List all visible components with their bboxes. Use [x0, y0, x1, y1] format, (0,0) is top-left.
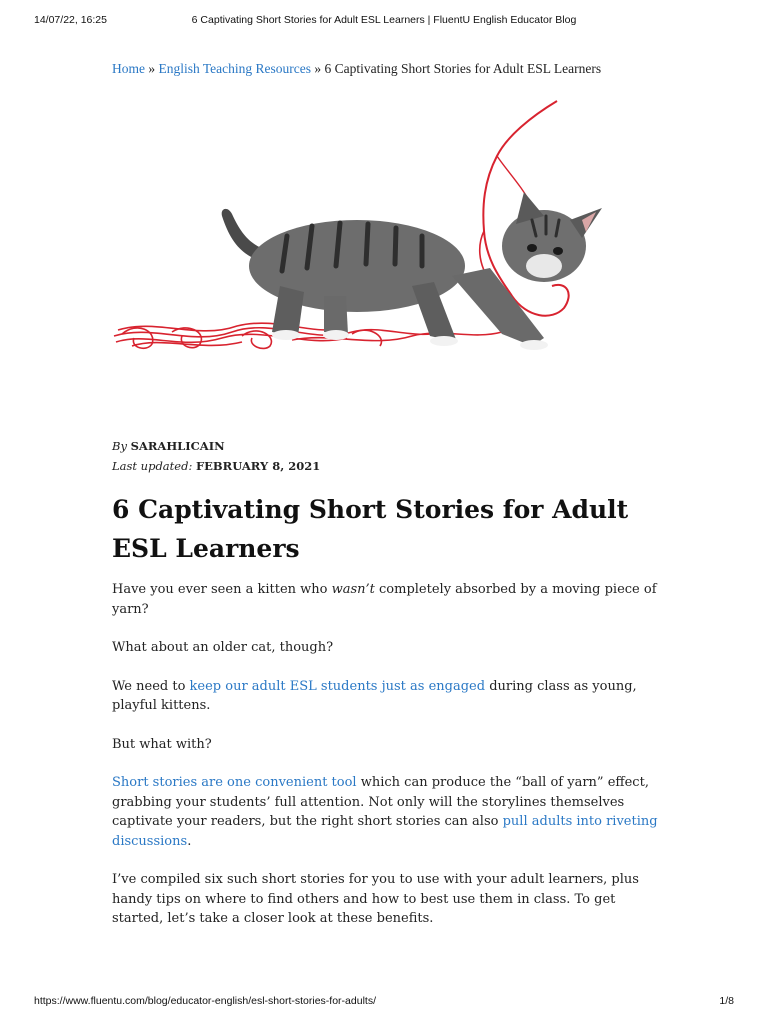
paragraph [112, 580, 660, 619]
paragraph-text: which can produce the “ball of yarn” effect, grabbing your students’ full attention. Not only will the storylines themselves captivate your readers, but the right short stories can also [112, 775, 649, 829]
page-number: 1/8 [719, 995, 734, 1007]
emphasis-text: wasn’t [331, 582, 375, 597]
paragraph-text: . [187, 833, 192, 849]
breadcrumb-section-link[interactable]: English Teaching Resources [158, 61, 312, 76]
print-footer [34, 995, 734, 1009]
kitten-icon [222, 192, 602, 350]
breadcrumb-separator: » [311, 61, 325, 76]
hero-image [112, 96, 612, 376]
short-stories-tool-link[interactable]: Short stories are one convenient tool [112, 775, 357, 790]
article-title: 6 Captivating Short Stories for Adult ESL Learners [112, 495, 629, 563]
paragraph-text: Have you ever seen a kitten who [112, 582, 332, 597]
updated-line [112, 456, 320, 476]
print-page-title: 6 Captivating Short Stories for Adult ESL Learners | FluentU English Educator Blog [191, 14, 577, 26]
paragraph [112, 773, 660, 851]
breadcrumb-home-link[interactable]: Home [112, 61, 145, 76]
paragraph [112, 677, 660, 716]
byline [112, 436, 320, 476]
author-line [112, 436, 320, 456]
kitten-playing-with-red-yarn-image [112, 96, 612, 376]
breadcrumb-separator: » [145, 61, 159, 76]
paragraph-text: completely absorbed by a moving piece of yarn? [112, 582, 657, 617]
author-label: By [112, 439, 127, 453]
paragraph-text: We need to [112, 678, 190, 694]
paragraph: I’ve compiled six such short stories for you to use with your adult learners, plus handy tips on where to find others and how to best use them in class. To get started, let’s take a closer look at these benefits. [112, 872, 639, 926]
print-url: https://www.fluentu.com/blog/educator-english/esl-short-stories-for-adults/ [34, 995, 376, 1007]
engaged-students-link[interactable]: keep our adult ESL students just as engaged [189, 678, 486, 694]
author-name: SARAHLICAIN [130, 439, 225, 453]
article-body [112, 580, 660, 948]
print-datetime: 14/07/22, 16:25 [34, 14, 107, 26]
paragraph: But what with? [112, 736, 212, 752]
updated-date: FEBRUARY 8, 2021 [195, 459, 321, 473]
riveting-discussions-link[interactable]: pull adults into riveting discussions [112, 814, 658, 849]
breadcrumb [112, 61, 672, 77]
breadcrumb-current: 6 Captivating Short Stories for Adult ESL Learners [324, 61, 602, 76]
updated-label: Last updated: [112, 459, 193, 473]
paragraph-text: during class as young, playful kittens. [112, 678, 637, 713]
paragraph: What about an older cat, though? [112, 640, 334, 655]
print-header [34, 14, 734, 30]
